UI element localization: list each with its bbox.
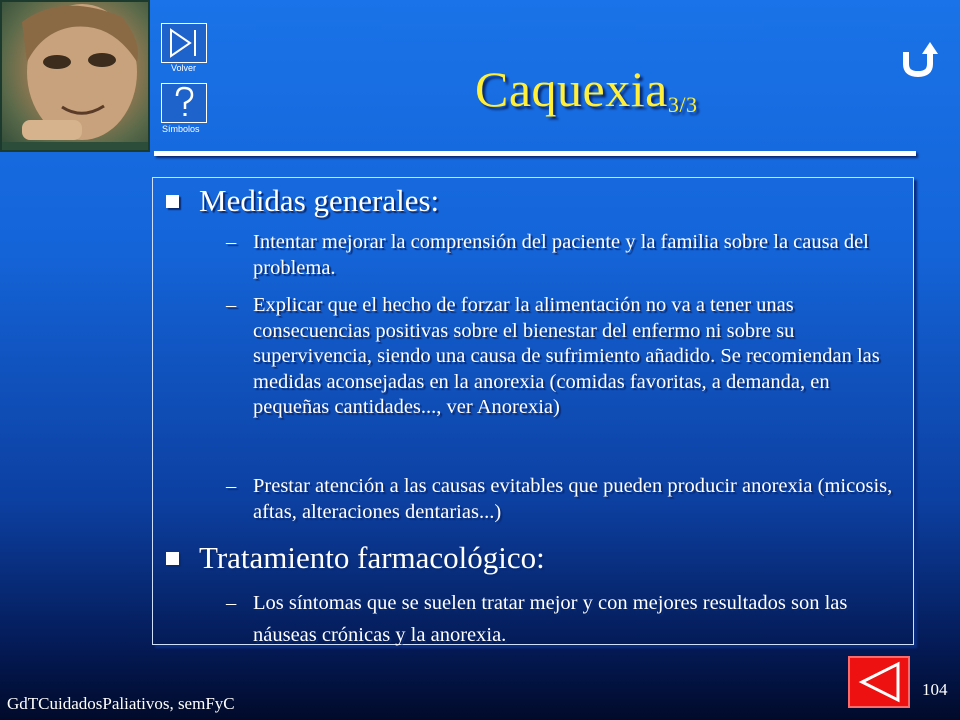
volver-button[interactable] bbox=[161, 23, 207, 63]
simbolos-label: Símbolos bbox=[162, 124, 200, 134]
title-subscript: 3/3 bbox=[667, 92, 698, 117]
dash: – bbox=[226, 294, 237, 316]
sub-item bbox=[226, 474, 906, 525]
sub-item-text: Explicar que el hecho de forzar la alimentación no va a tener unas consecuencias positivas sobre el bienestar del enfermo ni sobre su supervivencia, siendo una causa de sufrimiento añadido. Se recomiendan las medidas aconsejadas en la anorexia (comidas favoritas, a demanda, en pequeñas cantidades..., ver Anorexia) bbox=[253, 294, 880, 418]
section-heading: Tratamiento farmacológico: bbox=[199, 540, 545, 575]
previous-triangle-icon bbox=[850, 658, 908, 706]
volver-label: Volver bbox=[171, 63, 197, 73]
footer-credit: GdTCuidadosPaliativos, semFyC bbox=[7, 694, 235, 713]
sub-item bbox=[226, 587, 906, 651]
sub-item-text: Los síntomas que se suelen tratar mejor y con mejores resultados son las náuseas crónicas y la anorexia. bbox=[253, 592, 848, 646]
dash: – bbox=[226, 231, 237, 253]
dash: – bbox=[226, 475, 237, 497]
return-arrow-button[interactable] bbox=[898, 40, 942, 80]
bullet-square-icon bbox=[166, 195, 179, 208]
sub-item-text: Prestar atención a las causas evitables que pueden producir anorexia (micosis, aftas, alteraciones dentarias...) bbox=[253, 475, 893, 523]
portrait-image bbox=[0, 0, 150, 152]
bullet-item bbox=[166, 540, 545, 576]
title-divider bbox=[154, 151, 916, 156]
sub-item-text: Intentar mejorar la comprensión del paciente y la familia sobre la causa del problema. bbox=[253, 231, 869, 279]
return-arrow-icon bbox=[898, 40, 942, 80]
simbolos-button[interactable] bbox=[161, 83, 207, 123]
skip-forward-icon bbox=[162, 24, 206, 62]
page-number: 104 bbox=[922, 680, 948, 699]
title-main: Caquexia bbox=[475, 61, 668, 117]
help-question-icon bbox=[162, 84, 206, 122]
dash: – bbox=[226, 592, 237, 614]
sub-item bbox=[226, 230, 906, 281]
page-title bbox=[475, 60, 697, 118]
bullet-square-icon bbox=[166, 552, 179, 565]
previous-button[interactable] bbox=[848, 656, 910, 708]
section-heading: Medidas generales: bbox=[199, 183, 440, 218]
sub-item bbox=[226, 293, 906, 421]
bullet-item bbox=[166, 183, 439, 219]
